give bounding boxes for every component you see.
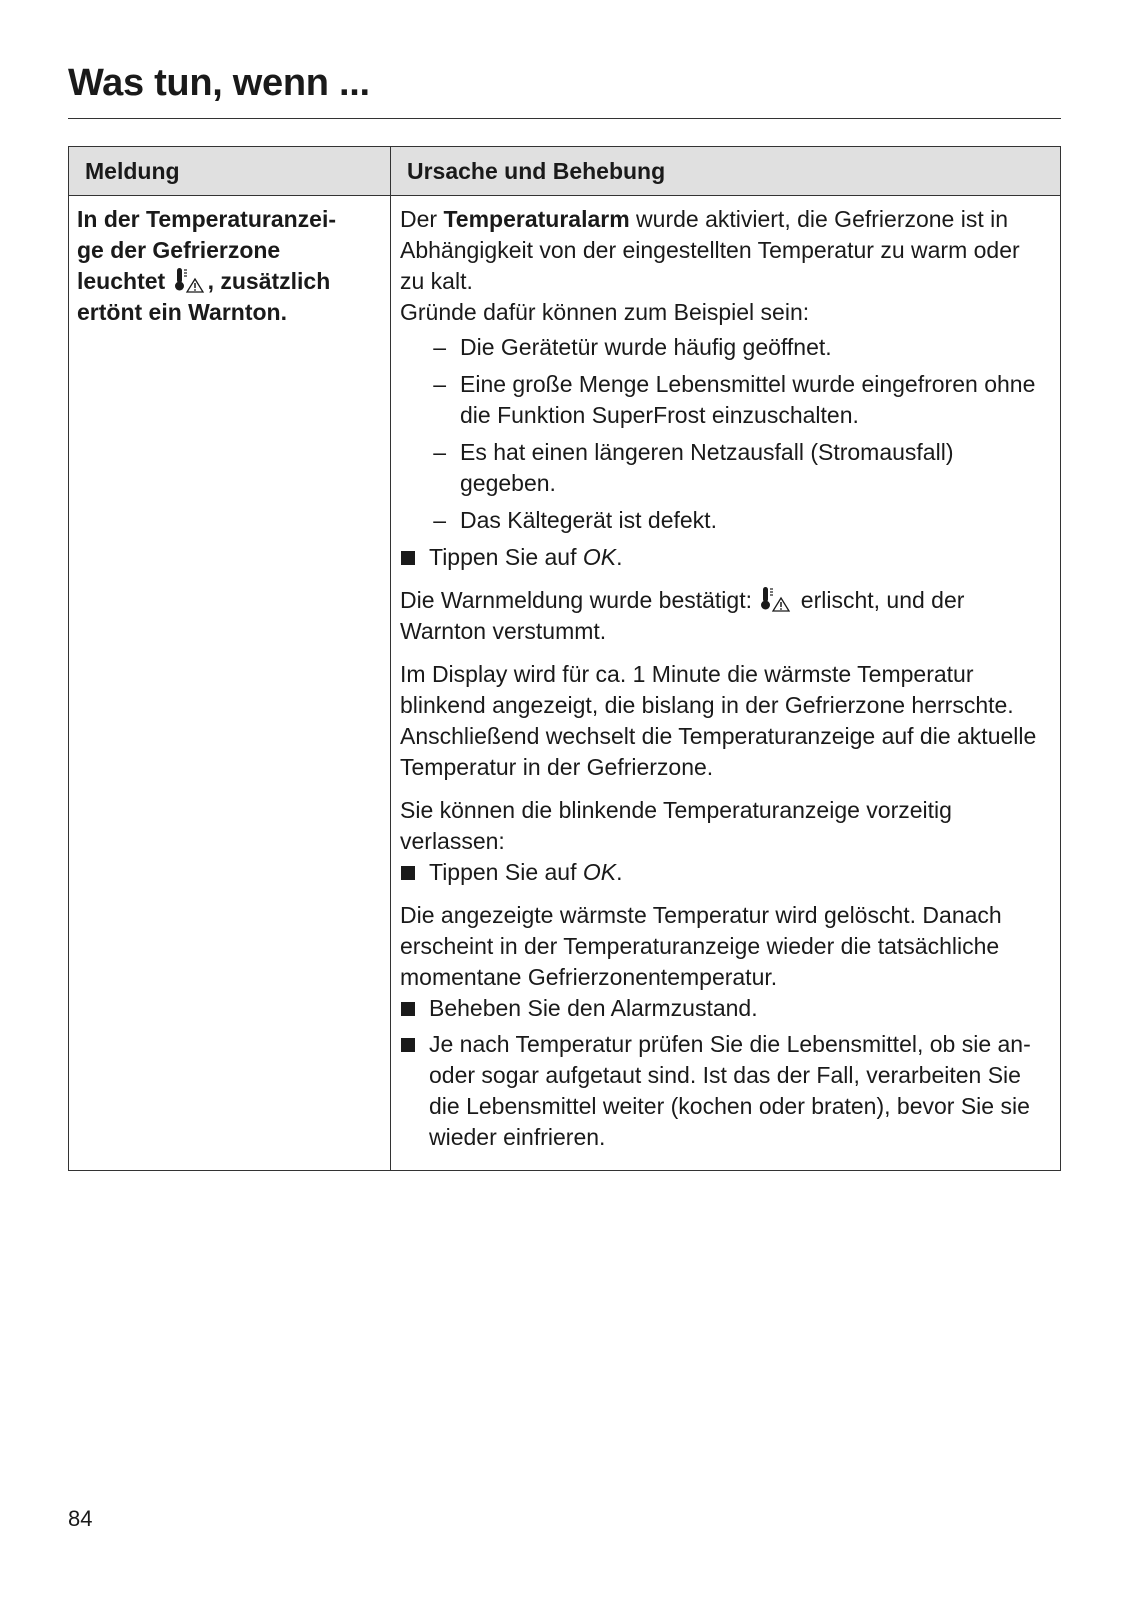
step-text-post: . — [616, 544, 623, 570]
cause-intro — [400, 204, 1050, 297]
table-row — [69, 196, 1060, 1170]
square-bullet-icon — [400, 857, 429, 888]
display-text: Im Display wird für ca. 1 Minute die wärmste Temperatur blinkend angezeigt, die bislang in der Gefrierzone herrschte. Anschließend wechselt die Temperaturanzeige auf die aktuelle Temperatur in der Gefrierzone. — [400, 661, 1037, 780]
table-header — [69, 147, 1060, 196]
step-text — [429, 542, 622, 573]
reason-text: Die Gerätetür wurde häufig geöffnet. — [460, 334, 832, 360]
ok-label: OK — [582, 859, 617, 885]
title-divider — [68, 118, 1061, 119]
page-number: 84 — [68, 1506, 93, 1531]
step-list-1 — [400, 542, 1050, 573]
dash-marker: – — [433, 507, 446, 533]
step-text: Beheben Sie den Alarmzustand. — [429, 995, 758, 1021]
dash-marker: – — [433, 371, 446, 397]
list-item — [400, 542, 1050, 573]
cause-intro-pre: Der — [400, 206, 444, 232]
leave-text: Sie können die blinkende Temperaturanzeige vorzeitig verlassen: — [400, 797, 952, 854]
list-item — [400, 993, 1050, 1024]
step-text-post: . — [616, 859, 623, 885]
message-line-4: ertönt ein Warnton. — [77, 299, 287, 325]
deleted-text: Die angezeigte wärmste Temperatur wird gelöscht. Danach erscheint in der Temperaturanzeige wieder die tatsächliche momentane Gefrierzonentemperatur. — [400, 902, 1002, 990]
message-line-3-before: leuchtet — [77, 268, 172, 294]
step-list-3 — [400, 993, 1050, 1153]
square-bullet-icon — [400, 1029, 429, 1153]
message-cell — [69, 196, 391, 1170]
message-line-3-after: , zusätzlich — [207, 268, 331, 294]
message-line-1: In der Temperaturanzei- — [77, 206, 337, 232]
list-item — [400, 857, 1050, 888]
reason-text: Eine große Menge Lebensmittel wurde eingefroren ohne die Funktion SuperFrost einzuschalten. — [460, 371, 1036, 428]
reason-text: Das Kältegerät ist defekt. — [460, 507, 717, 533]
step-text-pre: Tippen Sie auf — [429, 544, 583, 570]
reasons-intro: Gründe dafür können zum Beispiel sein: — [400, 299, 810, 325]
message-table — [68, 146, 1061, 1171]
dash-marker: – — [433, 439, 446, 465]
thermometer-warning-icon — [760, 586, 792, 612]
square-bullet-icon — [400, 993, 429, 1024]
step-text — [429, 857, 622, 888]
header-meldung: Meldung — [69, 147, 391, 195]
list-item — [400, 1029, 1050, 1153]
list-item — [400, 369, 1050, 431]
reason-text: Es hat einen längeren Netzausfall (Stromausfall) gegeben. — [460, 439, 954, 496]
page-title: Was tun, wenn ... — [68, 62, 370, 104]
step-list-2 — [400, 857, 1050, 888]
dash-marker: – — [433, 334, 446, 360]
ok-label: OK — [582, 544, 617, 570]
message-line-2: ge der Gefrierzone — [77, 237, 281, 263]
confirm-post: erlischt, und der Warnton verstummt. — [400, 587, 965, 644]
header-ursache: Ursache und Behebung — [407, 158, 666, 184]
list-item — [400, 332, 1050, 363]
cause-intro-bold: Temperaturalarm — [443, 206, 630, 232]
square-bullet-icon — [400, 542, 429, 573]
step-text-pre: Tippen Sie auf — [429, 859, 583, 885]
confirm-text — [400, 585, 1050, 647]
list-item — [400, 505, 1050, 536]
message-line-3 — [77, 266, 384, 297]
confirm-pre: Die Warnmeldung wurde bestätigt: — [400, 587, 759, 613]
step-text: Je nach Temperatur prüfen Sie die Lebensmittel, ob sie an- oder sogar aufgetaut sind. Ist das der Fall, verarbeiten Sie die Lebensmittel weiter (kochen oder braten), bevor Sie sie wieder einfrieren. — [429, 1031, 1031, 1150]
cause-intro-post: wurde aktiviert, die Gefrierzone ist in Abhängigkeit von der eingestellten Temperatur zu warm oder zu kalt. — [400, 206, 1020, 294]
list-item — [400, 437, 1050, 499]
cause-cell — [391, 196, 1060, 1170]
reasons-list — [400, 332, 1050, 536]
thermometer-warning-icon — [174, 267, 206, 293]
